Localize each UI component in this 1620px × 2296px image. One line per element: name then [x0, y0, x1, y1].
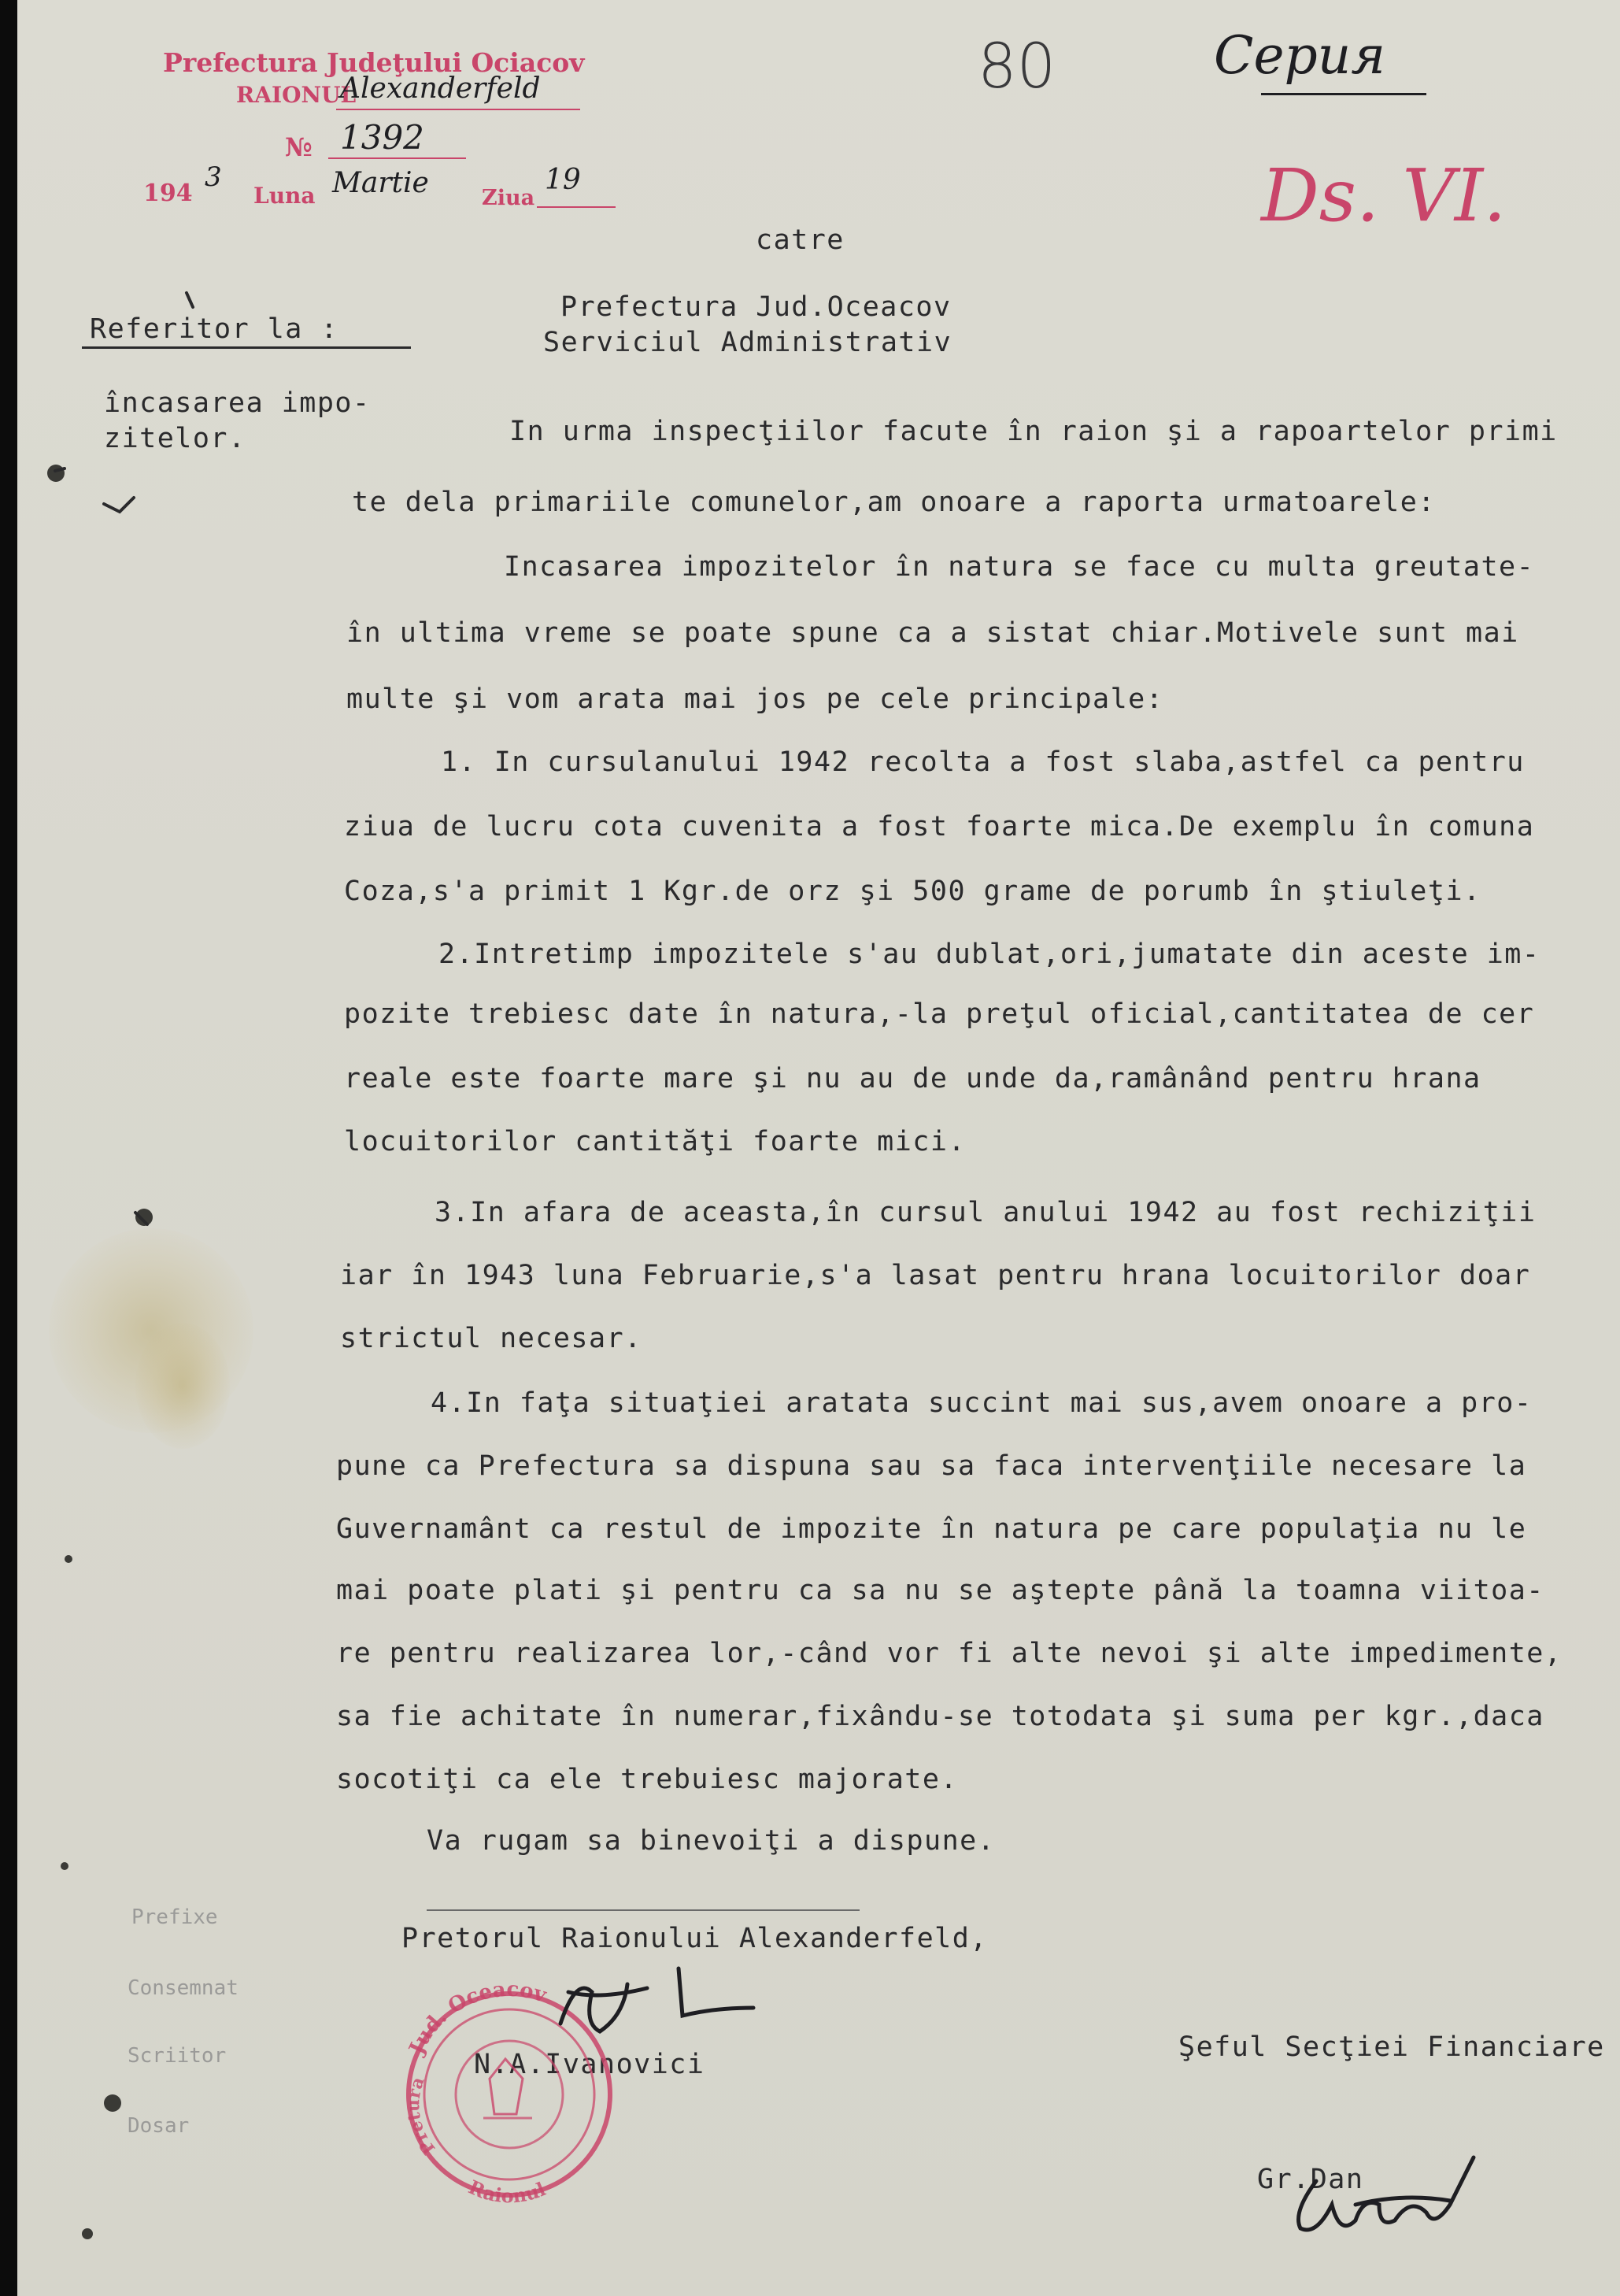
stamp-number-label: №: [285, 132, 313, 162]
stamp-year-label: 194: [143, 180, 193, 207]
stamp-raionul-handwritten: Alexanderfeld: [340, 72, 541, 105]
stamp-day-label: Ziua: [482, 186, 535, 210]
stamp-month-handwritten: Martie: [332, 167, 429, 199]
top-right-annotation: Серия: [1214, 25, 1386, 86]
round-stamp-bottom-text: Raionul: [464, 2175, 549, 2208]
body-line: 4.In faţa situaţiei aratata succint mai sus,avem onoare a pro-: [431, 1387, 1533, 1419]
stamp-number-handwritten: 1392: [340, 118, 424, 157]
body-line: 3.In afara de aceasta,în cursul anului 1942 au fost rechiziţii: [435, 1197, 1537, 1228]
body-line: socotiţi ca ele trebuiesc majorate.: [336, 1764, 959, 1795]
faded-label: Consemnat: [128, 1976, 239, 2000]
body-line: sa fie achitate în numerar,fixându-se totodata şi suma per kgr.,daca: [336, 1701, 1544, 1732]
body-line: strictul necesar.: [340, 1323, 642, 1354]
subject-line-2: zitelor.: [104, 423, 246, 454]
stamp-year-handwritten: 3: [205, 161, 222, 193]
body-line: te dela primariile comunelor,am onoare a raporta urmatoarele:: [352, 487, 1436, 518]
stamp-line-prefectura: Prefectura Judeţului Ociacov: [163, 47, 585, 78]
dosar-annotation: Ds. VI.: [1261, 154, 1507, 238]
body-line: Guvernamânt ca restul de impozite în natura pe care populaţia nu le: [336, 1513, 1527, 1545]
margin-marks: [55, 293, 193, 1224]
body-line: pozite trebiesc date în natura,-la preţul oficial,cantitatea de cer: [344, 998, 1535, 1030]
pretor-title: Pretorul Raionului Alexanderfeld,: [401, 1923, 988, 1954]
financiar-name: Gr.Dan: [1257, 2164, 1364, 2195]
body-line: re pentru realizarea lor,-când vor fi alte nevoi şi alte impedimente,: [336, 1638, 1563, 1669]
faded-label: Scriitor: [128, 2044, 227, 2068]
body-line: mai poate plati şi pentru ca sa nu se aştepte până la toamna viitoa-: [336, 1575, 1544, 1606]
body-line: ziua de lucru cota cuvenita a fost foarte mica.De exemplu în comuna: [344, 811, 1535, 842]
document-page: [17, 0, 1620, 2296]
financiar-signature: [1299, 2157, 1474, 2230]
page-number-handwritten: 80: [978, 31, 1056, 102]
body-line: Coza,s'a primit 1 Kgr.de orz şi 500 grame de porumb în ştiuleţi.: [344, 876, 1481, 907]
addressee-office: Prefectura Jud.Oceacov: [560, 291, 952, 323]
pretor-name: N.A.Ivanovici: [474, 2049, 705, 2080]
round-stamp-left-text: Pretura: [403, 2074, 440, 2159]
stamp-raionul-label: RAIONUL: [236, 82, 357, 108]
body-line: iar în 1943 luna Februarie,s'a lasat pentru hrana locuitorilor doar: [340, 1260, 1531, 1291]
body-line: în ultima vreme se poate spune ca a sistat chiar.Motivele sunt mai: [346, 617, 1519, 649]
body-line: locuitorilor cantităţi foarte mici.: [344, 1126, 967, 1157]
round-stamp-layer: [17, 0, 1620, 2296]
body-line: In urma inspecţiilor facute în raion şi a rapoartelor primi: [509, 416, 1558, 447]
faded-label: Dosar: [128, 2114, 190, 2138]
pretor-signature: [560, 1968, 753, 2031]
body-line: Incasarea impozitelor în natura se face cu multa greutate-: [504, 551, 1535, 583]
stamp-month-label: Luna: [253, 183, 316, 209]
body-line: pune ca Prefectura sa dispuna sau sa faca intervenţiile necesare la: [336, 1450, 1527, 1482]
financiar-title: Şeful Secţiei Financiare: [1178, 2031, 1605, 2063]
body-line: reale este foarte mare şi nu au de unde da,ramânând pentru hrana: [344, 1063, 1481, 1094]
addressee-service: Serviciul Administrativ: [543, 327, 952, 358]
subject-line-1: încasarea impo-: [104, 387, 371, 419]
faded-label: Prefixe: [131, 1905, 218, 1929]
body-line: 1. In cursulanului 1942 recolta a fost slaba,astfel ca pentru: [441, 746, 1525, 778]
body-line: multe şi vom arata mai jos pe cele principale:: [346, 683, 1164, 715]
body-line: 2.Intretimp impozitele s'au dublat,ori,jumatate din aceste im-: [438, 939, 1540, 970]
round-stamp-top-text: Jud. Oceacov: [405, 1977, 549, 2058]
addressee-catre: catre: [756, 224, 845, 256]
body-line: Va rugam sa binevoiţi a dispune.: [427, 1825, 996, 1857]
stamp-day-handwritten: 19: [545, 164, 581, 196]
subject-label: Referitor la :: [90, 313, 339, 345]
